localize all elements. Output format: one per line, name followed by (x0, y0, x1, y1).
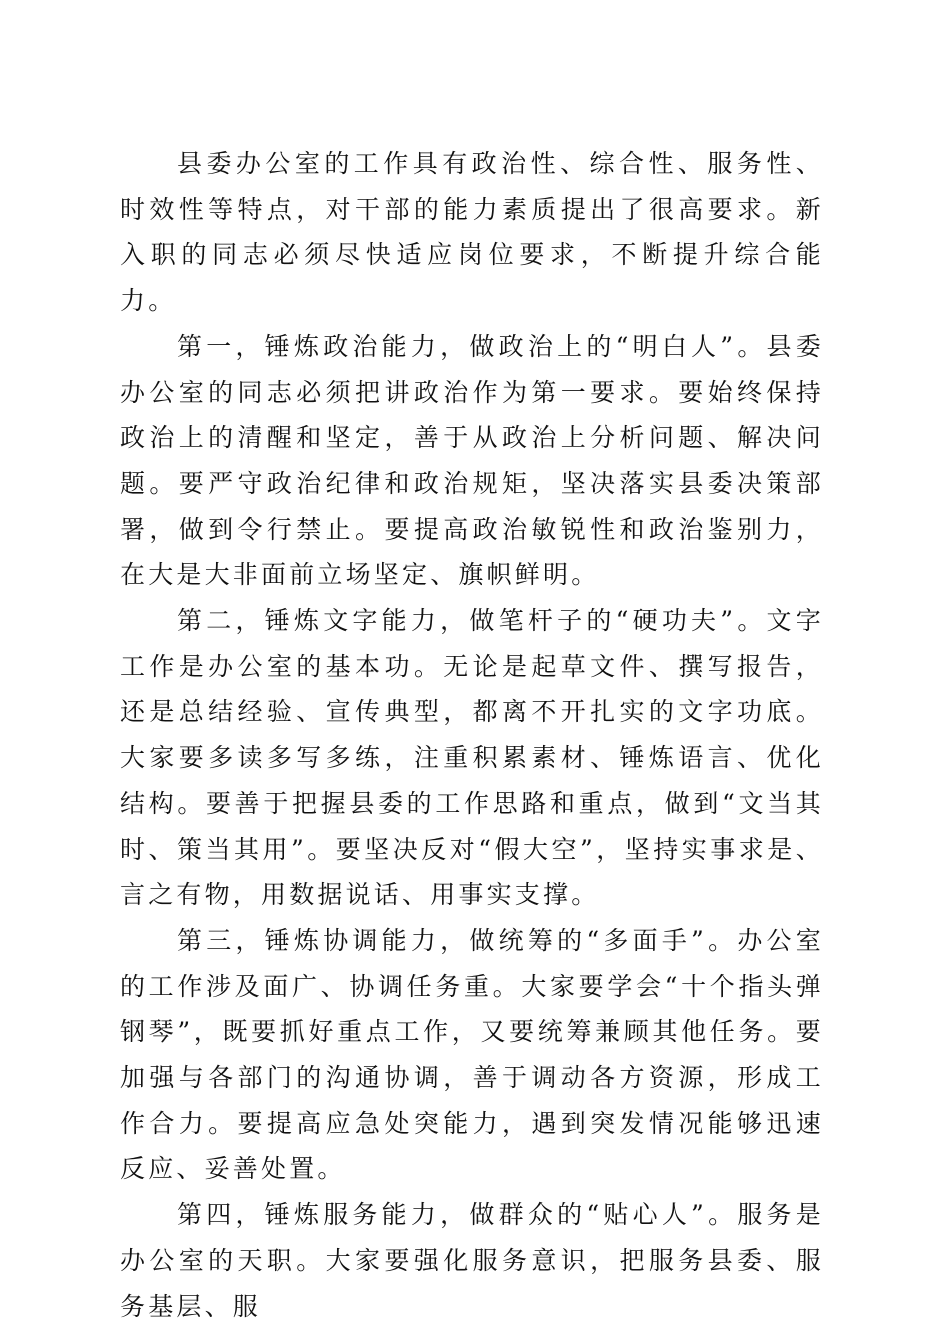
paragraph-service-ability: 第四，锤炼服务能力，做群众的“贴心人”。服务是办公室的天职。大家要强化服务意识，把服务县委、服务基层、服 (120, 1200, 824, 1321)
paragraph-coordination-ability: 第三，锤炼协调能力，做统筹的“多面手”。办公室的工作涉及面广、协调任务重。大家要学会“十个指头弹钢琴”，既要抓好重点工作，又要统筹兼顾其他任务。要加强与各部门的沟通协调，善于调动各方资源，形成工作合力。要提高应急处突能力，遇到突发情况能够迅速反应、妥善处置。 (120, 925, 824, 1184)
document-body (120, 141, 824, 1329)
paragraph-writing-ability: 第二，锤炼文字能力，做笔杆子的“硬功夫”。文字工作是办公室的基本功。无论是起草文件、撰写报告，还是总结经验、宣传典型，都离不开扎实的文字功底。大家要多读多写多练，注重积累素材、锤炼语言、优化结构。要善于把握县委的工作思路和重点，做到“文当其时、策当其用”。要坚决反对“假大空”，坚持实事求是、言之有物，用数据说话、用事实支撑。 (120, 606, 824, 910)
paragraph-intro: 县委办公室的工作具有政治性、综合性、服务性、时效性等特点，对干部的能力素质提出了很高要求。新入职的同志必须尽快适应岗位要求，不断提升综合能力。 (120, 149, 824, 316)
paragraph-political-ability: 第一，锤炼政治能力，做政治上的“明白人”。县委办公室的同志必须把讲政治作为第一要求。要始终保持政治上的清醒和坚定，善于从政治上分析问题、解决问题。要严守政治纪律和政治规矩，坚决落实县委决策部署，做到令行禁止。要提高政治敏锐性和政治鉴别力，在大是大非面前立场坚定、旗帜鲜明。 (120, 331, 824, 590)
